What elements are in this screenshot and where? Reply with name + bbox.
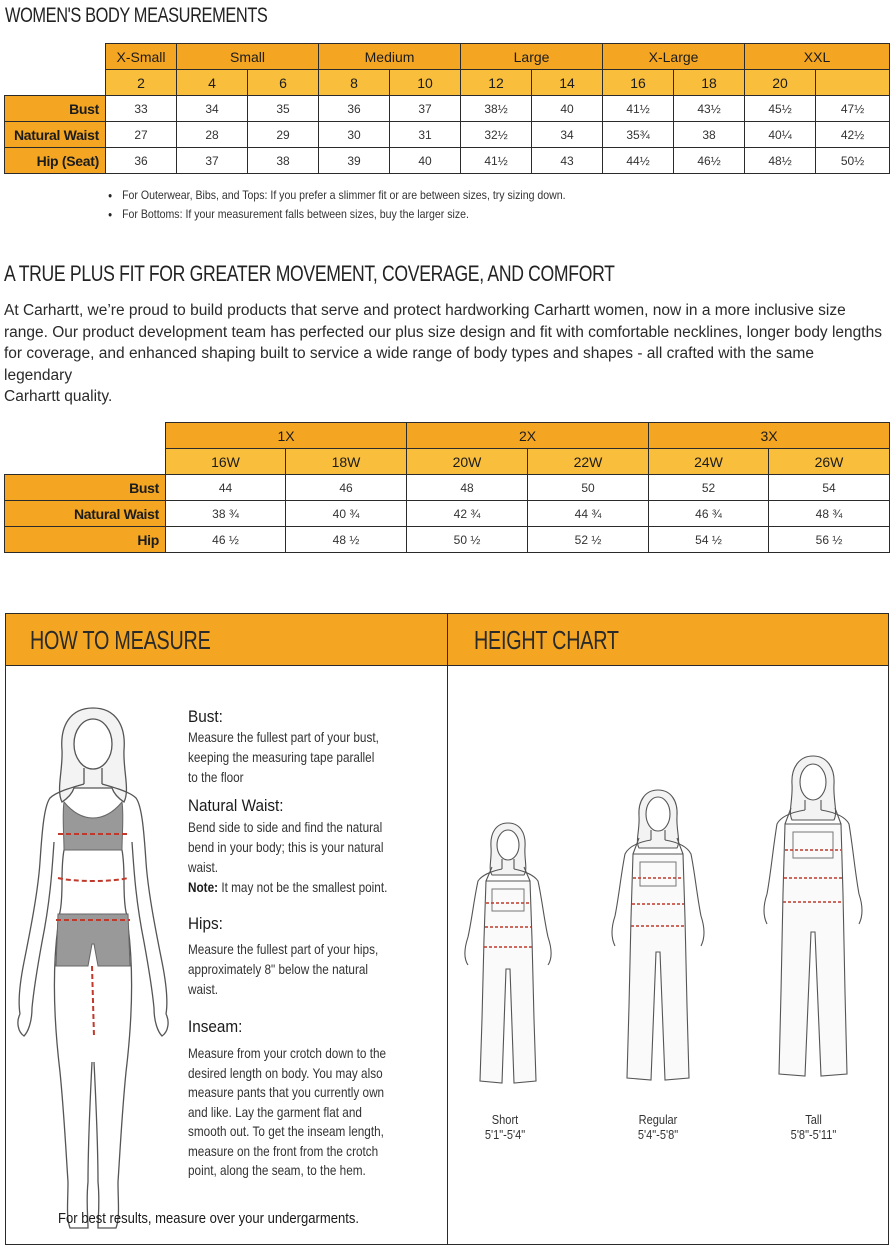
text-line: waist. [188,859,219,875]
text-line: measure pants that you currently own [188,1084,385,1100]
text-line: smooth out. To get the inseam length, [188,1123,384,1139]
how-to-measure-panel [5,613,448,1245]
size-number: 20 [745,70,816,96]
size-group-header: Large [461,44,603,70]
size-number: 10 [390,70,461,96]
table-cell: 54 ½ [649,527,769,553]
table-cell: 44 [166,475,286,501]
corner-cell [5,423,166,449]
height-label-short [471,1112,539,1142]
table-cell: 40 [390,148,461,174]
size-number: 2 [106,70,177,96]
size-number: 6 [248,70,319,96]
inseam-title: Inseam: [188,1017,243,1036]
table-cell: 27 [106,122,177,148]
size-number: 8 [319,70,390,96]
height-chart-panel [447,613,889,1245]
size-group-header: 2X [407,423,649,449]
text-line: measure on the front from the crotch [188,1142,379,1159]
table-cell: 42 ¾ [407,501,528,527]
table-cell: 38 ¾ [166,501,286,527]
table-row [5,501,890,527]
size-group-header: X-Small [106,44,177,70]
table-cell: 38½ [461,96,532,122]
table-cell: 34 [177,96,248,122]
size-number: 18 [674,70,745,96]
table-cell: 41½ [603,96,674,122]
list-item: ● For Bottoms: If your measurement falls between sizes, buy the larger size. [108,205,566,224]
hips-title: Hips: [188,914,223,933]
table-row [5,122,890,148]
size-number [816,70,890,96]
plus-size-table [4,422,890,553]
table-cell: 42½ [816,122,890,148]
text-line: Measure from your crotch down to the [188,1045,387,1061]
table-cell: 41½ [461,148,532,174]
row-label-hip-seat: Hip (Seat) [5,148,106,174]
how-to-measure-header [6,614,448,666]
text-line: waist. [188,981,219,997]
text-line: desired length on body. You may also [188,1064,383,1081]
text-line: Measure the fullest part of your bust, [188,729,379,745]
height-name: Short [491,1112,519,1127]
table-cell: 29 [248,122,319,148]
table-row [5,527,890,553]
tall-figure-illustration [753,752,873,1092]
row-label-bust: Bust [5,475,166,501]
height-label-regular [620,1112,697,1142]
text-line: Bend side to side and find the natural [188,819,383,835]
table-cell: 44 ¾ [528,501,649,527]
table-cell: 48 ¾ [769,501,890,527]
table-cell: 36 [319,96,390,122]
row-label-hip: Hip [5,527,166,553]
intro-line: Carhartt quality. [4,388,113,405]
text-line: Measure the fullest part of your hips, [188,941,379,957]
table-cell: 40¼ [745,122,816,148]
size-group-header: Small [177,44,319,70]
note-label: Note: [188,879,219,895]
table-cell: 28 [177,122,248,148]
note-text: It may not be the smallest point. [218,879,388,895]
table-cell: 56 ½ [769,527,890,553]
corner-cell [5,70,106,96]
size-number: 16 [603,70,674,96]
height-range: 5'4"-5'8" [637,1127,679,1142]
text-line: approximately 8" below the natural [188,961,369,977]
plus-fit-title: A TRUE PLUS FIT FOR GREATER MOVEMENT, COVERAGE, AND COMFORT [4,261,615,286]
plus-fit-intro [4,300,884,408]
inseam-instructions [188,1044,386,1181]
waist-note [188,877,387,897]
table-cell: 37 [177,148,248,174]
table-cell: 52 ½ [528,527,649,553]
table-cell: 48½ [745,148,816,174]
height-name: Regular [638,1112,678,1127]
table-cell: 50 ½ [407,527,528,553]
natural-waist-instructions [188,817,387,897]
table-cell: 43½ [674,96,745,122]
table-cell: 46 ½ [166,527,286,553]
text-line: bend in your body; this is your natural [188,839,384,855]
table-cell: 36 [106,148,177,174]
table-cell: 39 [319,148,390,174]
table-cell: 52 [649,475,769,501]
how-to-measure-title: HOW TO MEASURE [30,625,211,655]
sizing-notes [108,186,628,224]
list-item: ● For Outerwear, Bibs, and Tops: If you prefer a slimmer fit or are between sizes, try sizing down. [108,186,566,205]
table-row [5,96,890,122]
hips-instructions [188,939,378,999]
size-group-header: 1X [166,423,407,449]
row-label-natural-waist: Natural Waist [5,501,166,527]
height-range: 5'1"-5'4" [484,1127,526,1142]
bust-title: Bust: [188,707,223,726]
size-group-header: Medium [319,44,461,70]
row-label-bust: Bust [5,96,106,122]
table-cell: 37 [390,96,461,122]
intro-line: for coverage, and enhanced shaping built to service a wide range of body types and shapes - all crafted with the same legendary [4,345,814,384]
table-cell: 47½ [816,96,890,122]
height-chart-title: HEIGHT CHART [474,625,619,655]
table-cell: 48 ½ [286,527,407,553]
table-cell: 46½ [674,148,745,174]
intro-line: At Carhartt, we’re proud to build products that serve and protect hardworking Carhartt women, now in a more inclusive size [4,302,846,319]
table-cell: 30 [319,122,390,148]
regular-figure-illustration [603,786,713,1096]
size-number: 18W [286,449,407,475]
table-cell: 31 [390,122,461,148]
table-cell: 54 [769,475,890,501]
height-chart-header [448,614,888,666]
height-label-tall [773,1112,854,1142]
height-name: Tall [805,1112,822,1127]
short-figure-illustration [458,819,558,1099]
size-number: 26W [769,449,890,475]
size-number: 4 [177,70,248,96]
table-cell: 32½ [461,122,532,148]
bust-instructions [188,727,379,787]
size-group-header: XXL [745,44,890,70]
natural-waist-title: Natural Waist: [188,796,284,815]
table-cell: 40 ¾ [286,501,407,527]
table-cell: 34 [532,122,603,148]
size-number: 16W [166,449,286,475]
best-results-note: For best results, measure over your undergarments. [58,1211,360,1227]
table-cell: 48 [407,475,528,501]
size-number: 12 [461,70,532,96]
table-cell: 44½ [603,148,674,174]
table-cell: 43 [532,148,603,174]
intro-line: range. Our product development team has perfected our plus size design and fit with comfortable necklines, longer body lengths [4,323,882,341]
corner-cell [5,44,106,70]
size-number: 14 [532,70,603,96]
table-row [5,148,890,174]
table-cell: 50½ [816,148,890,174]
table-cell: 40 [532,96,603,122]
corner-cell [5,449,166,475]
womens-size-table [4,43,890,174]
table-cell: 46 [286,475,407,501]
table-cell: 33 [106,96,177,122]
size-group-header: X-Large [603,44,745,70]
size-number: 22W [528,449,649,475]
table-cell: 45½ [745,96,816,122]
table-cell: 38 [674,122,745,148]
table-cell: 46 ¾ [649,501,769,527]
row-label-natural-waist: Natural Waist [5,122,106,148]
table-row [5,475,890,501]
body-figure-illustration [8,702,178,1242]
height-range: 5'8"-5'11" [790,1127,837,1142]
table-cell: 38 [248,148,319,174]
size-number: 20W [407,449,528,475]
table-cell: 35¾ [603,122,674,148]
text-line: and like. Lay the garment flat and [188,1103,362,1120]
table-cell: 35 [248,96,319,122]
womens-measurements-title: WOMEN'S BODY MEASUREMENTS [5,4,268,27]
table-cell: 50 [528,475,649,501]
text-line: to the floor [188,769,244,785]
size-number: 24W [649,449,769,475]
size-group-header: 3X [649,423,890,449]
text-line: point, along the seam, to the hem. [188,1162,366,1178]
text-line: keeping the measuring tape parallel [188,749,375,765]
